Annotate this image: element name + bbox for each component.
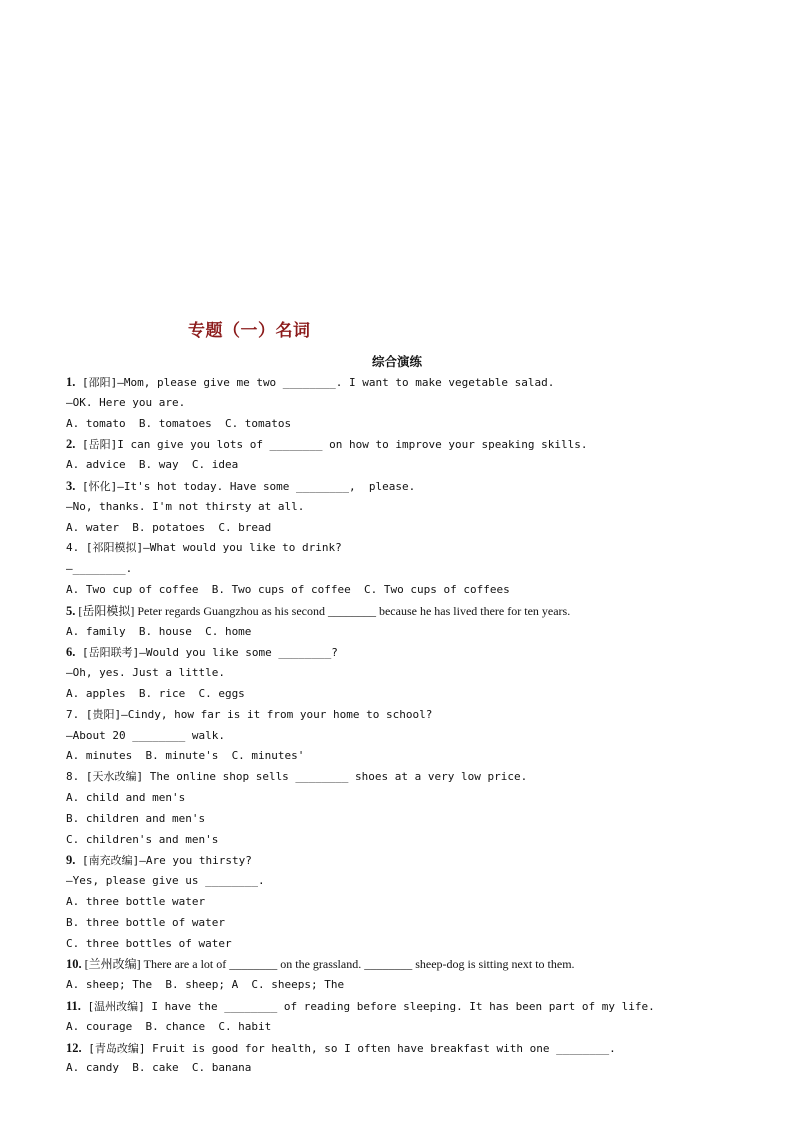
line-text: A. three bottle water	[66, 894, 206, 908]
exercise-line	[66, 1017, 766, 1038]
line-text: [青岛改编] Fruit is good for health, so I often have breakfast with one ________.	[81, 1041, 616, 1055]
exercise-line	[66, 934, 766, 955]
line-text: C. three bottles of water	[66, 936, 232, 950]
question-number: 1.	[66, 375, 76, 389]
question-line	[66, 996, 766, 1017]
line-text: 4. [祁阳模拟]—What would you like to drink?	[66, 541, 342, 555]
line-text: B. children and men's	[66, 811, 206, 825]
line-text: A. candy B. cake C. banana	[66, 1061, 252, 1075]
line-text: [兰州改编] There are a lot of ________ on the grassland. ________ sheep-dog is sitting next to them.	[81, 957, 575, 972]
exercise-line	[66, 559, 766, 580]
line-text: A. tomato B. tomatoes C. tomatos	[66, 416, 292, 430]
exercise-line	[66, 538, 766, 559]
question-number: 2.	[66, 437, 76, 452]
line-text: —Yes, please give us ________.	[66, 874, 265, 888]
question-number: 5.	[66, 603, 76, 618]
exercise-line	[66, 497, 766, 518]
line-text: A. child and men's	[66, 790, 186, 804]
exercise-line	[66, 705, 766, 726]
line-text: [岳阳模拟] Peter regards Guangzhou as his second ________ because he has lived there for ten years.	[75, 603, 571, 618]
exercise-line	[66, 892, 766, 913]
line-text: B. three bottle of water	[66, 915, 225, 929]
line-text: [南充改编]—Are you thirsty?	[75, 854, 252, 868]
line-text: A. water B. potatoes C. bread	[66, 520, 272, 534]
line-text: A. courage B. chance C. habit	[66, 1019, 272, 1033]
line-text: A. family B. house C. home	[66, 624, 252, 638]
question-line	[66, 601, 766, 622]
question-line	[66, 954, 766, 975]
line-text: [邵阳]—Mom, please give me two ________. I want to make vegetable salad.	[75, 376, 555, 389]
line-text: [温州改编] I have the ________ of reading before sleeping. It has been part of my life.	[80, 999, 655, 1013]
document-title: 专题（一）名词	[188, 321, 311, 341]
exercise-line	[66, 767, 766, 788]
exercise-line	[66, 663, 766, 684]
exercise-line	[66, 393, 766, 414]
exercise-line	[66, 871, 766, 892]
question-line	[66, 372, 766, 393]
exercise-line	[66, 788, 766, 809]
exercise-line	[66, 809, 766, 830]
line-text: —________.	[66, 562, 133, 576]
question-line	[66, 434, 766, 455]
exercise-line	[66, 518, 766, 539]
exercise-list	[66, 372, 766, 1079]
exercise-line	[66, 830, 766, 851]
line-text: A. sheep; The B. sheep; A C. sheeps; The	[66, 978, 345, 992]
line-text: A. minutes B. minute's C. minutes'	[66, 749, 305, 763]
question-number: 11.	[66, 998, 81, 1013]
question-number: 10.	[66, 957, 82, 972]
line-text: A. apples B. rice C. eggs	[66, 686, 245, 700]
exercise-line	[66, 580, 766, 601]
line-text: —Oh, yes. Just a little.	[66, 666, 225, 680]
exercise-line	[66, 726, 766, 747]
line-text: C. children's and men's	[66, 832, 219, 846]
exercise-line	[66, 1058, 766, 1079]
line-text: —OK. Here you are.	[66, 395, 186, 409]
exercise-line	[66, 455, 766, 476]
exercise-line	[66, 746, 766, 767]
exercise-line	[66, 622, 766, 643]
question-line	[66, 850, 766, 871]
line-text: 7. [贵阳]—Cindy, how far is it from your home to school?	[66, 707, 433, 721]
exercise-line	[66, 414, 766, 435]
question-number: 6.	[66, 645, 76, 660]
line-text: 8. [天水改编] The online shop sells ________ shoes at a very low price.	[66, 770, 528, 784]
line-text: A. advice B. way C. idea	[66, 458, 239, 472]
line-text: —No, thanks. I'm not thirsty at all.	[66, 499, 305, 513]
exercise-line	[66, 684, 766, 705]
question-number: 9.	[66, 853, 76, 868]
question-line	[66, 476, 766, 497]
section-heading: 综合演练	[371, 354, 422, 369]
line-text: [怀化]—It's hot today. Have some ________, please.	[75, 479, 416, 493]
line-text: —About 20 ________ walk.	[66, 728, 225, 742]
question-line	[66, 642, 766, 663]
line-text: [岳阳联考]—Would you like some ________?	[75, 646, 338, 660]
exercise-line	[66, 975, 766, 996]
question-number: 12.	[66, 1040, 82, 1055]
question-number: 3.	[66, 478, 76, 493]
exercise-line	[66, 913, 766, 934]
line-text: A. Two cup of coffee B. Two cups of coffee C. Two cups of coffees	[66, 582, 510, 596]
line-text: [岳阳]I can give you lots of ________ on how to improve your speaking skills.	[75, 438, 588, 452]
question-line	[66, 1038, 766, 1059]
